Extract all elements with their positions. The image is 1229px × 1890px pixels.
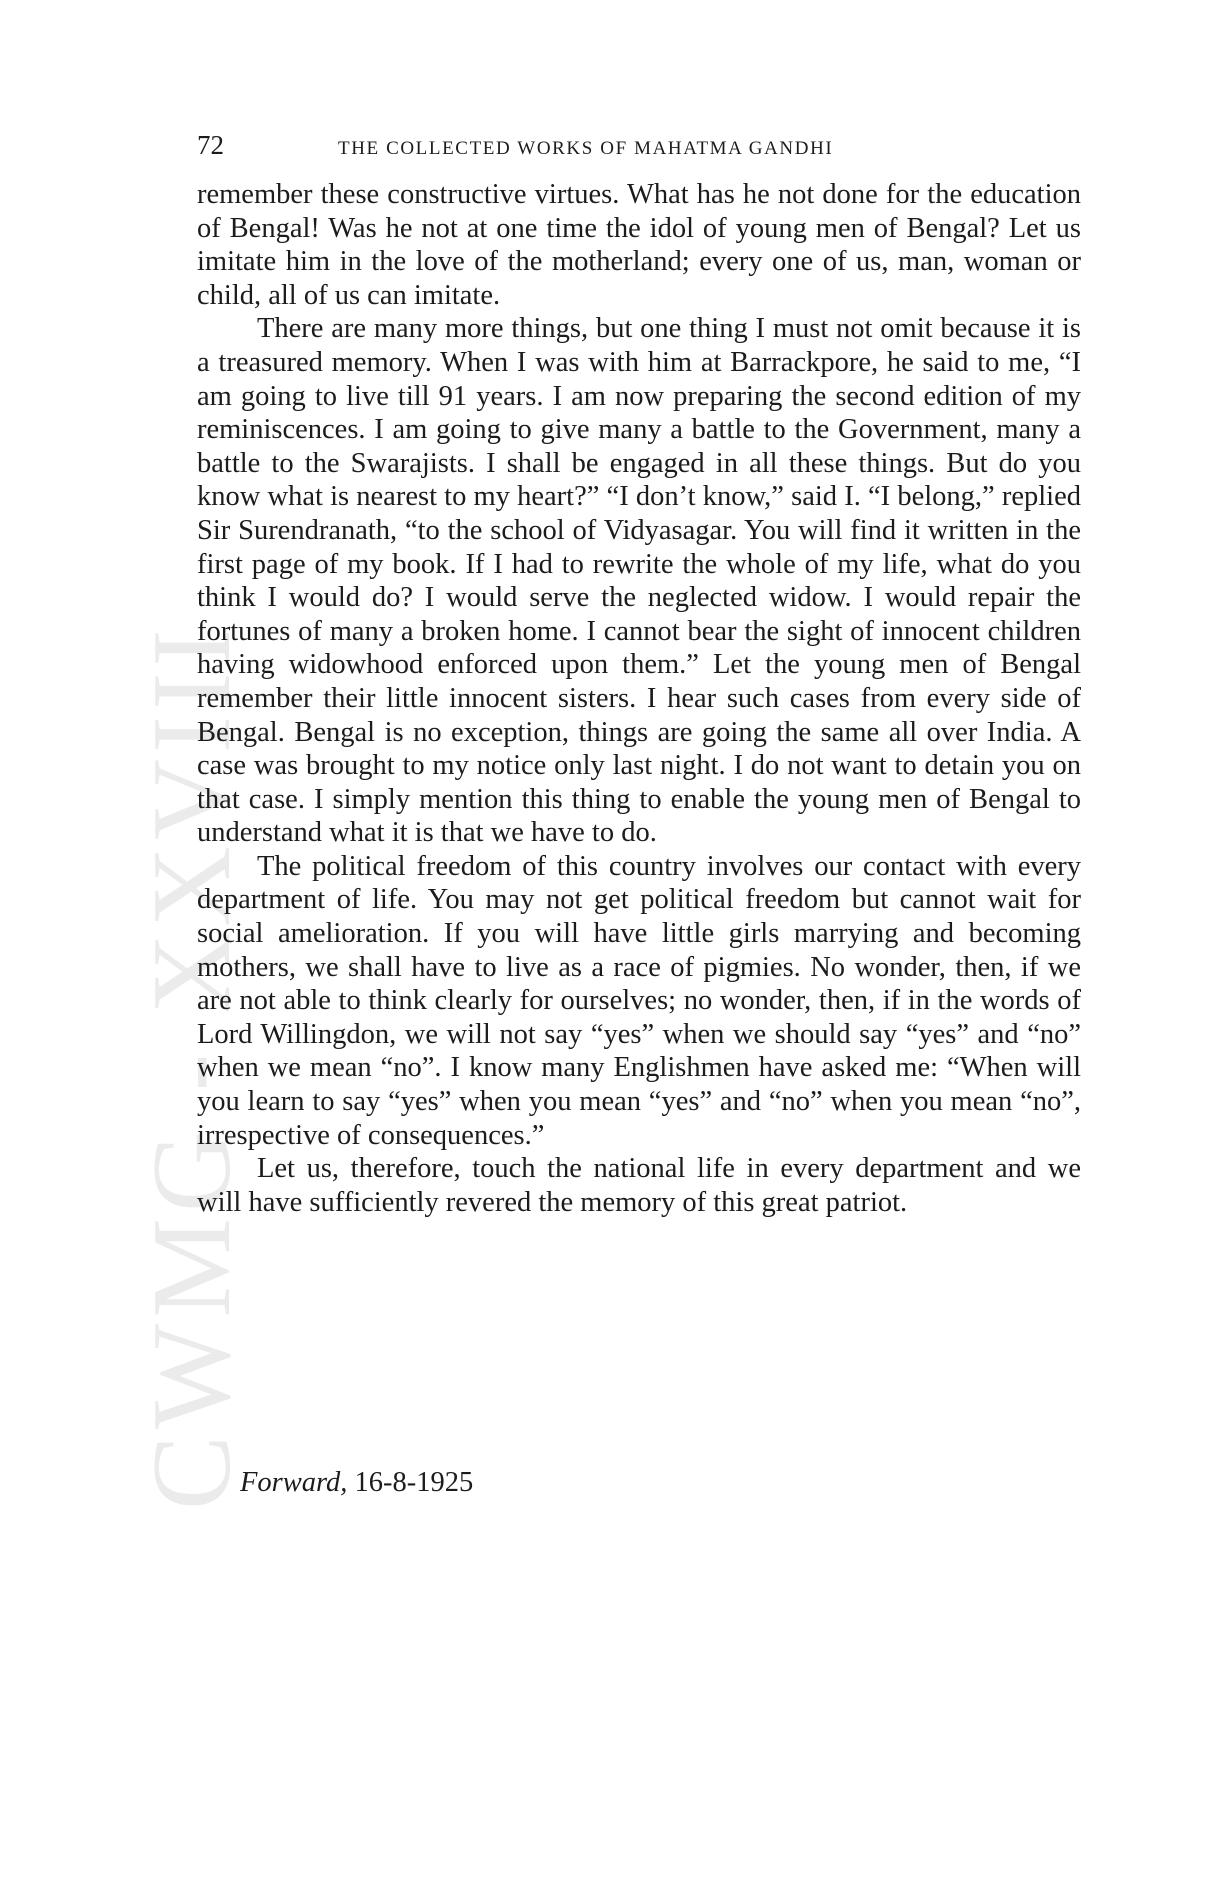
source-publication: Forward, (240, 1467, 348, 1498)
page-header (197, 130, 1081, 170)
source-citation (240, 1466, 473, 1500)
paragraph-2: There are many more things, but one thing I must not omit because it is a treasured memory. When I was with him at Barrackpore, he said to me, “I am going to live till 91 years. I am now preparing the second edition of my reminiscences. I am going to give many a battle to the Government, many a battle to the Swarajists. I shall be engaged in all these things. But do you know what is nearest to my heart?” “I don’t know,” said I. “I belong,” replied Sir Surendranath, “to the school of Vidyasagar. You will find it written in the first page of my book. If I had to rewrite the whole of my life, what do you think I would do? I would serve the neglected widow. I would repair the fortunes of many a broken home. I cannot bear the sight of innocent children having widowhood enforced upon them.” Let the young men of Bengal remember their little innocent sisters. I hear such cases from every side of Bengal. Bengal is no exception, things are going the same all over India. A case was brought to my notice only last night. I do not want to detain you on that case. I simply mention this thing to enable the young men of Bengal to understand what it is that we have to do. (197, 313, 1081, 849)
paragraph-4: Let us, therefore, touch the national life in every department and we will have sufficiently revered the memory of this great patriot. (197, 1153, 1081, 1218)
paragraph-1: remember these constructive virtues. What has he not done for the education of Bengal! Was he not at one time the idol of young men of Bengal? Let us imitate him in the love of the motherland; every one of us, man, woman or child, all of us can imitate. (197, 179, 1081, 311)
watermark: CWMG - XXVIII (130, 623, 254, 1510)
running-head: THE COLLECTED WORKS OF MAHATMA GANDHI (338, 138, 834, 159)
page-number: 72 (197, 130, 224, 160)
body-text (197, 178, 1081, 1219)
paragraph-3: The political freedom of this country involves our contact with every department of life. You may not get political freedom but cannot wait for social amelioration. If you will have little girls marrying and becoming mothers, we shall have to live as a race of pigmies. No wonder, then, if we are not able to think clearly for ourselves; no wonder, then, if in the words of Lord Willingdon, we will not say “yes” when we should say “yes” and “no” when we mean “no”. I know many Englishmen have asked me: “When will you learn to say “yes” when you mean “yes” and “no” when you mean “no”, irrespective of consequences.” (197, 850, 1081, 1151)
source-date: 16-8-1925 (354, 1467, 474, 1498)
